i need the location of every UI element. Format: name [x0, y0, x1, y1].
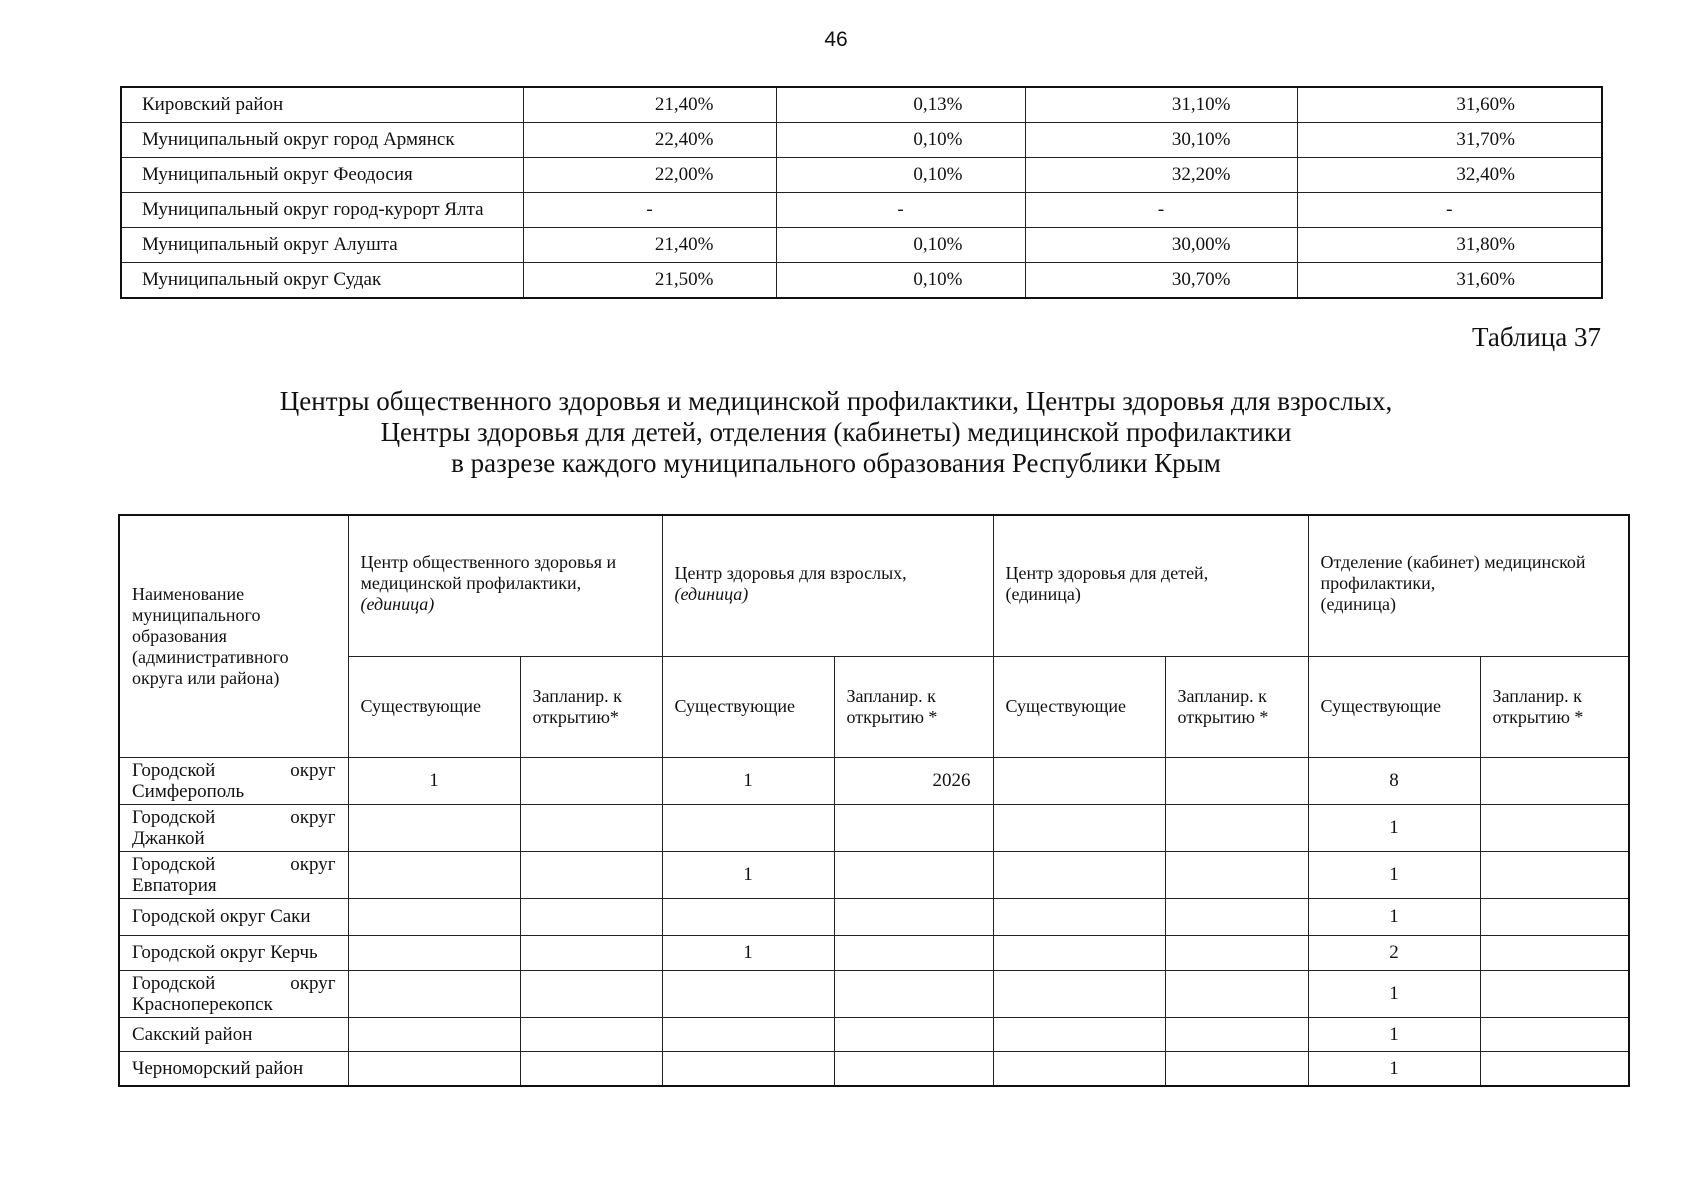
row-name: Сакский район [119, 1017, 348, 1051]
header-planned: Запланир. к открытию * [1165, 656, 1308, 757]
title-line: в разрезе каждого муниципального образования Республики Крым [451, 448, 1221, 478]
row-name-part: Городской [132, 972, 216, 994]
cell-value [1165, 1017, 1308, 1051]
cell-value [1165, 970, 1308, 1017]
table-row [119, 970, 1629, 1017]
cell-value [1165, 804, 1308, 851]
cell-value: 31,60% [1297, 87, 1602, 123]
row-name-part: Городской [132, 759, 216, 781]
cell-value [520, 851, 662, 898]
header-group-children-health-center [993, 515, 1308, 656]
cell-value: 1 [1308, 898, 1480, 935]
cell-value [520, 804, 662, 851]
cell-value [993, 1051, 1165, 1086]
cell-value [520, 970, 662, 1017]
group-unit: (единица) [674, 583, 749, 604]
cell-value [993, 757, 1165, 804]
header-group-prevention-department [1308, 515, 1629, 656]
row-name-part: округ [290, 806, 336, 828]
row-name-part: округ [290, 759, 336, 781]
page-number: 46 [824, 28, 848, 51]
row-name-part: Городской [132, 853, 216, 875]
cell-value [1165, 1051, 1308, 1086]
cell-value [993, 1017, 1165, 1051]
cell-value [993, 898, 1165, 935]
cell-value [662, 1017, 834, 1051]
cell-value [834, 970, 993, 1017]
cell-value: 0,13% [776, 87, 1025, 123]
row-name [119, 970, 348, 1017]
header-planned: Запланир. к открытию* [520, 656, 662, 757]
cell-value [834, 851, 993, 898]
cell-value: 31,80% [1297, 228, 1602, 263]
table-row [119, 898, 1629, 935]
cell-value: 21,40% [523, 228, 776, 263]
cell-value: 2 [1308, 935, 1480, 970]
group-title: Центр здоровья для взрослых, [674, 562, 907, 583]
cell-value [348, 970, 520, 1017]
facilities-table [118, 514, 1630, 1087]
row-name-part: Симферополь [132, 780, 245, 802]
cell-value: 31,60% [1297, 263, 1602, 299]
cell-value: 2026 [834, 757, 993, 804]
group-unit: (единица) [360, 594, 435, 615]
table-row [121, 158, 1602, 193]
cell-value: 8 [1308, 757, 1480, 804]
cell-value: 1 [662, 935, 834, 970]
cell-value [520, 1051, 662, 1086]
table-number-label: Таблица 37 [1472, 322, 1601, 352]
cell-value: - [1025, 193, 1297, 228]
cell-value [1480, 851, 1629, 898]
cell-value [1480, 804, 1629, 851]
cell-value [662, 898, 834, 935]
cell-value: 1 [1308, 1017, 1480, 1051]
table-row [119, 935, 1629, 970]
header-planned: Запланир. к открытию * [1480, 656, 1629, 757]
cell-value: 32,20% [1025, 158, 1297, 193]
continuation-table [120, 86, 1603, 299]
cell-value [1165, 757, 1308, 804]
cell-value [348, 1017, 520, 1051]
header-existing: Существующие [348, 656, 520, 757]
row-name: Муниципальный округ Феодосия [121, 158, 523, 193]
cell-value [993, 851, 1165, 898]
cell-value: 1 [662, 851, 834, 898]
row-name-part: Евпатория [132, 874, 217, 896]
cell-value [520, 757, 662, 804]
table-row [121, 228, 1602, 263]
cell-value: 1 [1308, 851, 1480, 898]
row-name [119, 804, 348, 851]
cell-value [1165, 898, 1308, 935]
table-row [119, 804, 1629, 851]
cell-value: 0,10% [776, 228, 1025, 263]
cell-value [834, 935, 993, 970]
header-existing: Существующие [1308, 656, 1480, 757]
row-name: Городской округ Керчь [119, 935, 348, 970]
row-name-part: Городской [132, 806, 216, 828]
cell-value [348, 935, 520, 970]
cell-value [1165, 851, 1308, 898]
cell-value [520, 1017, 662, 1051]
cell-value: 1 [1308, 970, 1480, 1017]
cell-value: 21,50% [523, 263, 776, 299]
table-row [119, 757, 1629, 804]
cell-value: 1 [662, 757, 834, 804]
cell-value [834, 804, 993, 851]
cell-value [993, 935, 1165, 970]
group-title: Отделение (кабинет) медицинской профилактики, [1320, 552, 1586, 594]
cell-value: 30,00% [1025, 228, 1297, 263]
cell-value [834, 1051, 993, 1086]
cell-value: 1 [348, 757, 520, 804]
cell-value [1165, 935, 1308, 970]
row-name-part: Джанкой [132, 827, 205, 849]
cell-value [1480, 935, 1629, 970]
row-name: Городской округ Саки [119, 898, 348, 935]
cell-value [1480, 1051, 1629, 1086]
group-unit: (единица) [1320, 594, 1396, 615]
row-name: Муниципальный округ Алушта [121, 228, 523, 263]
row-name: Муниципальный округ Судак [121, 263, 523, 299]
row-name-part: округ [290, 853, 336, 875]
cell-value: - [776, 193, 1025, 228]
cell-value [834, 898, 993, 935]
cell-value [348, 851, 520, 898]
cell-value [993, 804, 1165, 851]
group-unit: (единица) [1005, 583, 1081, 604]
table-row [121, 193, 1602, 228]
cell-value: 22,40% [523, 123, 776, 158]
cell-value [520, 898, 662, 935]
table-row [121, 123, 1602, 158]
row-name [119, 851, 348, 898]
table-row [119, 1017, 1629, 1051]
header-group-public-health-center [348, 515, 662, 656]
cell-value [662, 1051, 834, 1086]
cell-value [1480, 970, 1629, 1017]
row-name-part: Красноперекопск [132, 993, 273, 1015]
cell-value [520, 935, 662, 970]
header-group-adult-health-center [662, 515, 993, 656]
row-name: Черноморский район [119, 1051, 348, 1086]
cell-value: 32,40% [1297, 158, 1602, 193]
cell-value: - [1297, 193, 1602, 228]
group-title: Центр здоровья для детей, [1005, 562, 1209, 583]
header-existing: Существующие [993, 656, 1165, 757]
cell-value: 0,10% [776, 158, 1025, 193]
table-title [0, 386, 1672, 479]
cell-value [662, 970, 834, 1017]
cell-value: 22,00% [523, 158, 776, 193]
header-planned: Запланир. к открытию * [834, 656, 993, 757]
cell-value: 0,10% [776, 263, 1025, 299]
cell-value: 30,10% [1025, 123, 1297, 158]
cell-value: 1 [1308, 804, 1480, 851]
cell-value: 21,40% [523, 87, 776, 123]
table-row [119, 851, 1629, 898]
group-title: Центр общественного здоровья и медицинской профилактики, [360, 552, 617, 594]
cell-value [1480, 757, 1629, 804]
table-row [119, 1051, 1629, 1086]
cell-value [348, 1051, 520, 1086]
header-municipality: Наименование муниципального образования (административного округа или района) [119, 515, 348, 757]
cell-value [834, 1017, 993, 1051]
cell-value: 0,10% [776, 123, 1025, 158]
cell-value: 31,10% [1025, 87, 1297, 123]
cell-value: - [523, 193, 776, 228]
cell-value [1480, 898, 1629, 935]
cell-value: 30,70% [1025, 263, 1297, 299]
cell-value [662, 804, 834, 851]
cell-value: 1 [1308, 1051, 1480, 1086]
cell-value [993, 970, 1165, 1017]
cell-value [348, 804, 520, 851]
title-line: Центры общественного здоровья и медицинской профилактики, Центры здоровья для взрослых, [279, 386, 1393, 416]
title-line: Центры здоровья для детей, отделения (кабинеты) медицинской профилактики [380, 417, 1292, 447]
table-row [121, 87, 1602, 123]
row-name: Муниципальный округ город-курорт Ялта [121, 193, 523, 228]
row-name [119, 757, 348, 804]
table-row [121, 263, 1602, 299]
row-name: Кировский район [121, 87, 523, 123]
row-name-part: округ [290, 972, 336, 994]
cell-value: 31,70% [1297, 123, 1602, 158]
cell-value [1480, 1017, 1629, 1051]
row-name: Муниципальный округ город Армянск [121, 123, 523, 158]
cell-value [348, 898, 520, 935]
header-existing: Существующие [662, 656, 834, 757]
